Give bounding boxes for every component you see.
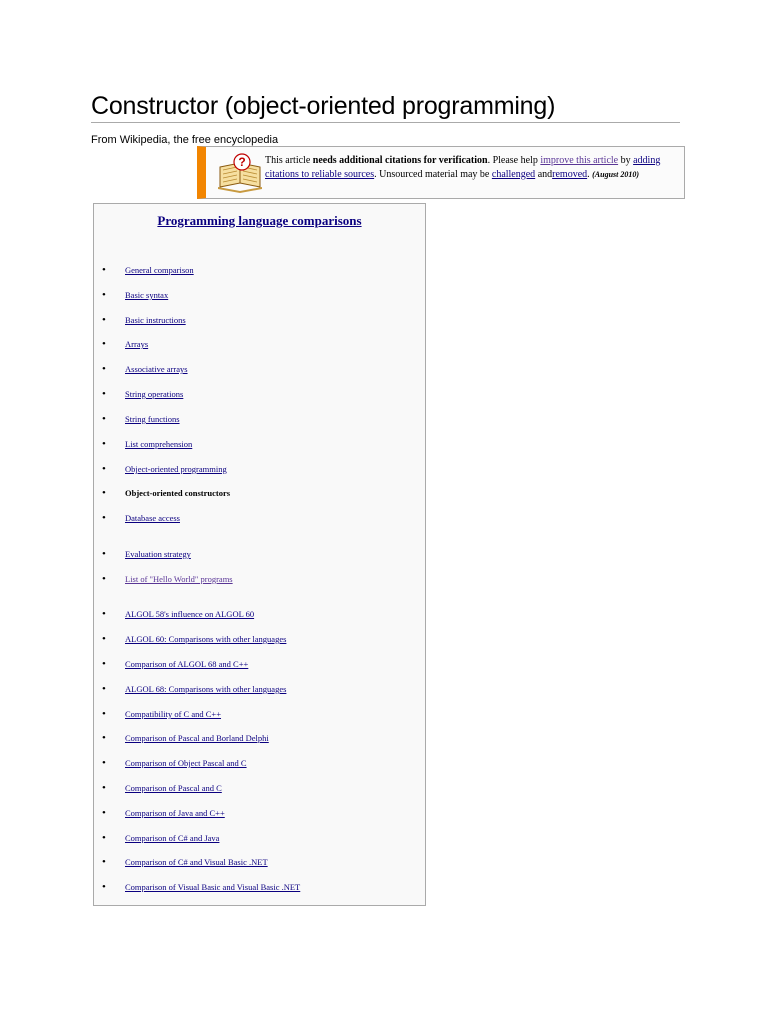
list-item — [94, 831, 425, 845]
bullet-icon: • — [102, 708, 106, 720]
navbox-item-link[interactable]: Compatibility of C and C++ — [125, 709, 222, 719]
notice-date: (August 2010) — [592, 169, 640, 179]
navbox-programming-comparisons — [93, 203, 426, 906]
navbox-item-link[interactable]: Arrays — [125, 339, 149, 349]
bullet-icon: • — [102, 807, 106, 819]
bullet-icon: • — [102, 633, 106, 645]
notice-text-before: This article — [265, 155, 313, 166]
title-divider — [91, 122, 680, 123]
navbox-item-link[interactable]: Comparison of Visual Basic and Visual Basic .NET — [125, 882, 301, 892]
navbox-item-link[interactable]: Comparison of Java and C++ — [125, 808, 225, 818]
bullet-icon: • — [102, 881, 106, 893]
bullet-icon: • — [102, 413, 106, 425]
bullet-icon: • — [102, 338, 106, 350]
navbox-item-link[interactable]: ALGOL 58's influence on ALGOL 60 — [125, 609, 255, 619]
list-item — [94, 337, 425, 351]
list-item — [94, 731, 425, 745]
adding-citations-link[interactable]: adding citations to reliable sources — [265, 155, 661, 180]
list-item — [94, 855, 425, 869]
bullet-icon: • — [102, 388, 106, 400]
improve-article-link[interactable]: improve this article — [540, 155, 619, 166]
navbox-item-link[interactable]: ALGOL 60: Comparisons with other languages — [125, 634, 287, 644]
navbox-item-link[interactable]: Comparison of C# and Visual Basic .NET — [125, 857, 268, 867]
list-item — [94, 572, 425, 586]
navbox-item-link[interactable]: Basic syntax — [125, 290, 169, 300]
navbox-item-link[interactable]: Evaluation strategy — [125, 549, 191, 559]
list-item — [94, 288, 425, 302]
bullet-icon: • — [102, 856, 106, 868]
navbox-item-current: Object-oriented constructors — [125, 488, 231, 498]
list-item — [94, 607, 425, 621]
bullet-icon: • — [102, 487, 106, 499]
notice-text-and: and — [535, 168, 553, 180]
citation-notice-box — [197, 146, 685, 199]
list-item — [94, 263, 425, 277]
list-item — [94, 781, 425, 795]
list-item — [94, 412, 425, 426]
navbox-item-link[interactable]: String operations — [125, 389, 184, 399]
navbox-title — [94, 213, 425, 229]
bullet-icon: • — [102, 608, 106, 620]
bullet-icon: • — [102, 264, 106, 276]
list-item — [94, 486, 425, 500]
bullet-icon: • — [102, 782, 106, 794]
navbox-item-link[interactable]: Comparison of Object Pascal and C — [125, 758, 247, 768]
bullet-icon: • — [102, 832, 106, 844]
page-subtitle: From Wikipedia, the free encyclopedia — [91, 134, 279, 146]
bullet-icon: • — [102, 289, 106, 301]
notice-text-help: . Please help — [487, 155, 541, 166]
bullet-icon: • — [102, 658, 106, 670]
list-item — [94, 511, 425, 525]
list-item — [94, 707, 425, 721]
svg-text:?: ? — [238, 155, 246, 169]
navbox-item-link[interactable]: General comparison — [125, 265, 194, 275]
list-item — [94, 547, 425, 561]
notice-text-by: by — [618, 155, 634, 166]
navbox-item-link[interactable]: Database access — [125, 513, 180, 523]
list-item — [94, 362, 425, 376]
bullet-icon: • — [102, 573, 106, 585]
page-title: Constructor (object-oriented programming) — [91, 92, 556, 120]
list-item — [94, 806, 425, 820]
navbox-item-link[interactable]: Comparison of ALGOL 68 and C++ — [125, 659, 249, 669]
challenged-link[interactable]: challenged — [491, 168, 536, 180]
list-item — [94, 657, 425, 671]
navbox-item-link[interactable]: Basic instructions — [125, 315, 186, 325]
list-item — [94, 880, 425, 894]
notice-text-period: . — [587, 168, 590, 180]
navbox-title-link[interactable]: Programming language comparisons — [157, 213, 362, 228]
removed-link[interactable]: removed — [552, 168, 588, 180]
bullet-icon: • — [102, 438, 106, 450]
notice-text-unsourced: . Unsourced material may be — [374, 168, 492, 180]
bullet-icon: • — [102, 463, 106, 475]
navbox-item-link[interactable]: List of "Hello World" programs — [125, 574, 233, 584]
list-item — [94, 437, 425, 451]
bullet-icon: • — [102, 512, 106, 524]
bullet-icon: • — [102, 757, 106, 769]
navbox-item-link[interactable]: ALGOL 68: Comparisons with other languages — [125, 684, 287, 694]
navbox-item-link[interactable]: String functions — [125, 414, 180, 424]
navbox-item-link[interactable]: Comparison of C# and Java — [125, 833, 220, 843]
bullet-icon: • — [102, 314, 106, 326]
navbox-item-link[interactable]: Comparison of Pascal and Borland Delphi — [125, 733, 269, 743]
navbox-item-link[interactable]: Object-oriented programming — [125, 464, 227, 474]
notice-bold-text: needs additional citations for verification — [312, 155, 488, 166]
list-item — [94, 756, 425, 770]
bullet-icon: • — [102, 732, 106, 744]
book-question-icon — [214, 151, 266, 193]
bullet-icon: • — [102, 363, 106, 375]
list-item — [94, 462, 425, 476]
navbox-item-link[interactable]: Associative arrays — [125, 364, 188, 374]
list-item — [94, 682, 425, 696]
list-item — [94, 313, 425, 327]
list-item — [94, 387, 425, 401]
navbox-item-link[interactable]: List comprehension — [125, 439, 193, 449]
citation-notice-text — [265, 154, 665, 181]
list-item — [94, 632, 425, 646]
navbox-item-link[interactable]: Comparison of Pascal and C — [125, 783, 222, 793]
bullet-icon: • — [102, 683, 106, 695]
bullet-icon: • — [102, 548, 106, 560]
